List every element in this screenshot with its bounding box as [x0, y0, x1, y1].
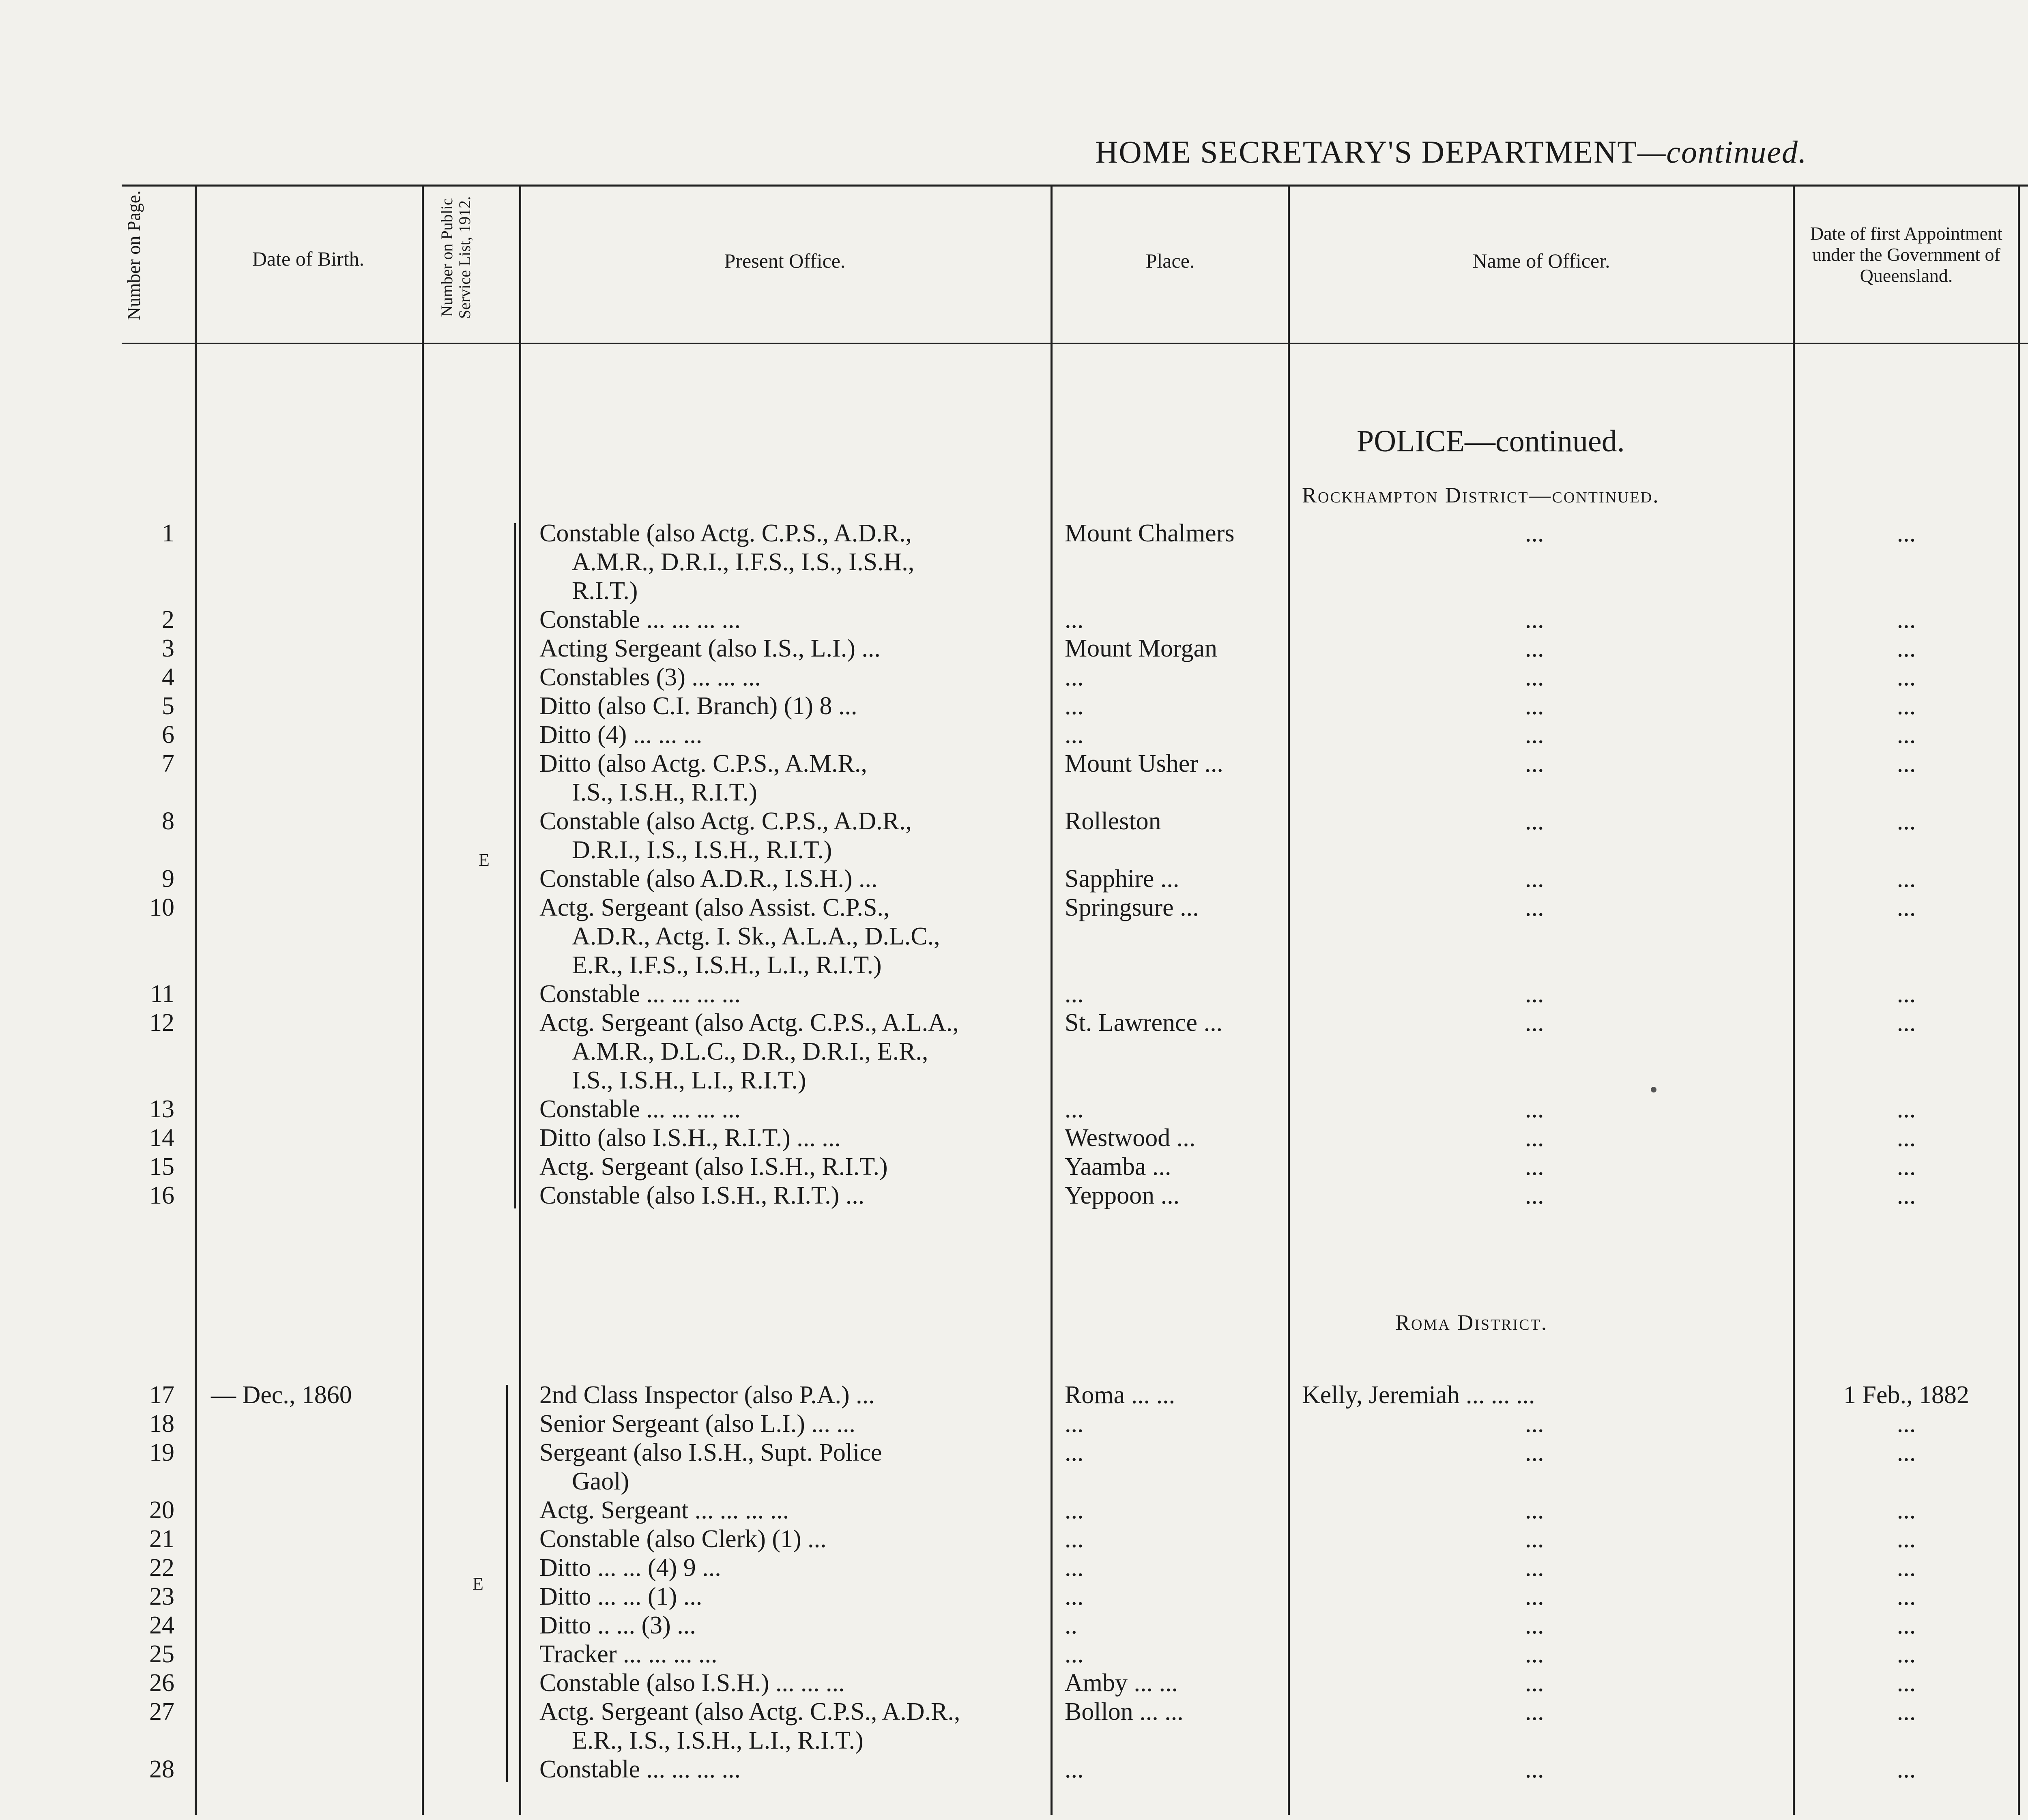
- table-row: [0, 1496, 2028, 1525]
- row-number: 4: [162, 663, 174, 691]
- place: ...: [1065, 1756, 1084, 1783]
- table-row: [0, 1525, 2028, 1554]
- place: Springsure ...: [1065, 894, 1199, 921]
- first-appointment-date: ...: [1897, 1669, 1916, 1697]
- row-number: 2: [162, 606, 174, 633]
- present-position-date: [2024, 1410, 2028, 1438]
- row-number: 9: [162, 865, 174, 893]
- table-row: [0, 749, 2028, 806]
- top-rule: [122, 185, 2028, 187]
- present-office: Ditto (also I.S.H., R.I.T.) ... ...: [539, 1124, 841, 1152]
- first-appointment-date: ...: [1897, 1439, 1916, 1466]
- first-appointment-date: ...: [1897, 980, 1916, 1008]
- present-position-date: [2024, 634, 2028, 663]
- table-row: [0, 1181, 2028, 1210]
- present-position-date: [2024, 1669, 2028, 1697]
- place: Westwood ...: [1065, 1124, 1196, 1152]
- first-appointment-date: ...: [1897, 1756, 1916, 1783]
- row-number: 12: [149, 1009, 174, 1037]
- first-appointment-date: ...: [1897, 1153, 1916, 1180]
- present-position-date: [2024, 692, 2028, 720]
- officer-name: ...: [1525, 1095, 1544, 1123]
- row-number: 20: [149, 1496, 174, 1524]
- row-number: 14: [149, 1124, 174, 1152]
- officer-name: ...: [1525, 1612, 1544, 1639]
- officer-name: Kelly, Jeremiah ... ... ...: [1302, 1381, 1535, 1409]
- present-office: Senior Sergeant (also L.I.) ... ...: [539, 1410, 855, 1438]
- row-number: 3: [162, 635, 174, 662]
- row-number: 17: [149, 1381, 174, 1409]
- officer-name: ...: [1525, 1439, 1544, 1466]
- present-office: Ditto (4) ... ... ...: [539, 721, 702, 749]
- brace-label-2: E: [473, 1574, 483, 1594]
- first-appointment-date: ...: [1897, 1009, 1916, 1037]
- table-row: [0, 1582, 2028, 1612]
- first-appointment-date: ...: [1897, 692, 1916, 720]
- first-appointment-date: ...: [1897, 606, 1916, 633]
- place: Yeppoon ...: [1065, 1182, 1180, 1209]
- header-name-of-officer: Name of Officer.: [1472, 249, 1610, 272]
- present-position-date: [2024, 721, 2028, 749]
- place: ...: [1065, 721, 1084, 749]
- first-appointment-date: ...: [1897, 1612, 1916, 1639]
- present-office: Constable ... ... ... ...: [539, 1756, 741, 1783]
- place: Roma ... ...: [1065, 1381, 1175, 1409]
- present-position-date: [2024, 1009, 2028, 1037]
- header-number-on-page: Number on Page.: [123, 190, 144, 320]
- header-present-position: [2022, 231, 2028, 273]
- present-position-date: [2024, 807, 2028, 835]
- first-appointment-date: ...: [1897, 1583, 1916, 1610]
- ink-speck: [1651, 1087, 1656, 1092]
- first-appointment-date: ...: [1897, 1640, 1916, 1668]
- present-office: Actg. Sergeant (also Assist. C.P.S.,: [539, 894, 890, 921]
- table-row: [0, 807, 2028, 864]
- row-number: 19: [149, 1439, 174, 1466]
- present-office-cont: D.R.I., I.S., I.S.H., R.I.T.): [572, 836, 832, 864]
- present-office-cont: R.I.T.): [572, 577, 638, 605]
- table-row: [0, 1611, 2028, 1640]
- officer-name: ...: [1525, 980, 1544, 1008]
- table-row: [0, 1095, 2028, 1124]
- section-title: POLICE—continued.: [1357, 424, 1625, 458]
- table-row: [0, 634, 2028, 663]
- present-office: Constable (also Actg. C.P.S., A.D.R.,: [539, 519, 912, 547]
- present-position-date: [2024, 1124, 2028, 1152]
- table-row: [0, 893, 2028, 979]
- header-place: Place.: [1145, 249, 1195, 272]
- header-public-service-number: [438, 191, 474, 324]
- row-number: 1: [162, 519, 174, 547]
- present-position-date: [2024, 1381, 2028, 1409]
- row-number: 28: [149, 1756, 174, 1783]
- present-position-date: [2024, 1554, 2028, 1582]
- place: ...: [1065, 1583, 1084, 1610]
- header-date-of-birth: Date of Birth.: [252, 247, 365, 270]
- present-position-date: [2024, 1095, 2028, 1123]
- table-row: [0, 1009, 2028, 1094]
- present-office: Constable ... ... ... ...: [539, 606, 741, 633]
- row-number: 23: [149, 1583, 174, 1610]
- row-number: 22: [149, 1554, 174, 1582]
- first-appointment-date: ...: [1897, 1095, 1916, 1123]
- row-number: 21: [149, 1525, 174, 1553]
- officer-name: ...: [1525, 663, 1544, 691]
- table-row: [0, 1640, 2028, 1669]
- brace-label-1: E: [479, 850, 490, 870]
- table-row: [0, 1124, 2028, 1153]
- present-office: Sergeant (also I.S.H., Supt. Police: [539, 1439, 882, 1466]
- place: Rolleston: [1065, 807, 1161, 835]
- officer-name: ...: [1525, 1640, 1544, 1668]
- first-appointment-date: ...: [1897, 865, 1916, 893]
- first-appointment-date: ...: [1897, 1554, 1916, 1582]
- officer-name: ...: [1525, 606, 1544, 633]
- present-office-cont: E.R., I.S., I.S.H., L.I., R.I.T.): [572, 1727, 864, 1754]
- present-position-date: [2024, 663, 2028, 691]
- present-position-date: [2024, 519, 2028, 547]
- present-office: Constable (also Clerk) (1) ...: [539, 1525, 827, 1553]
- first-appointment-date: 1 Feb., 1882: [1843, 1381, 1969, 1409]
- place: ...: [1065, 1525, 1084, 1553]
- place: ..: [1065, 1612, 1077, 1639]
- officer-name: ...: [1525, 750, 1544, 777]
- table-row: [0, 1669, 2028, 1698]
- present-office-cont: A.M.R., D.R.I., I.F.S., I.S., I.S.H.,: [572, 548, 915, 576]
- first-appointment-date: ...: [1897, 721, 1916, 749]
- present-office: Actg. Sergeant (also Actg. C.P.S., A.L.A.,: [539, 1009, 959, 1037]
- place: ...: [1065, 606, 1084, 633]
- date-of-birth: — Dec., 1860: [211, 1381, 352, 1409]
- table-row: [0, 1381, 2028, 1410]
- first-appointment-date: ...: [1897, 750, 1916, 777]
- running-head-continued: —continued.: [1637, 134, 1807, 170]
- row-number: 13: [149, 1095, 174, 1123]
- place: ...: [1065, 1554, 1084, 1582]
- officer-name: ...: [1525, 1756, 1544, 1783]
- table-row: [0, 865, 2028, 894]
- officer-name: ...: [1525, 1496, 1544, 1524]
- present-position-date: [2024, 893, 2028, 922]
- first-appointment-date: ...: [1897, 894, 1916, 921]
- table-row: [0, 519, 2028, 605]
- present-position-date: [2024, 1181, 2028, 1210]
- officer-name: ...: [1525, 1009, 1544, 1037]
- present-position-date: [2024, 1438, 2028, 1467]
- row-number: 5: [162, 692, 174, 720]
- present-office: Actg. Sergeant ... ... ... ...: [539, 1496, 789, 1524]
- place: Amby ... ...: [1065, 1669, 1178, 1697]
- first-appointment-date: ...: [1897, 663, 1916, 691]
- place: Yaamba ...: [1065, 1153, 1171, 1180]
- officer-name: ...: [1525, 807, 1544, 835]
- present-office-cont: A.M.R., D.L.C., D.R., D.R.I., E.R.,: [572, 1038, 928, 1065]
- place: ...: [1065, 1496, 1084, 1524]
- district-roma: Roma District.: [1395, 1310, 1548, 1335]
- officer-name: ...: [1525, 1124, 1544, 1152]
- officer-name: ...: [1525, 1669, 1544, 1697]
- present-office: Constable (also I.S.H., R.I.T.) ...: [539, 1182, 865, 1209]
- place: ...: [1065, 692, 1084, 720]
- present-office: Ditto (also C.I. Branch) (1) 8 ...: [539, 692, 857, 720]
- present-office-cont: A.D.R., Actg. I. Sk., A.L.A., D.L.C.,: [572, 923, 940, 950]
- present-position-date: [2024, 980, 2028, 1008]
- place: St. Lawrence ...: [1065, 1009, 1223, 1037]
- present-office: 2nd Class Inspector (also P.A.) ...: [539, 1381, 875, 1409]
- present-office: Actg. Sergeant (also Actg. C.P.S., A.D.R.,: [539, 1698, 960, 1726]
- present-office: Constable ... ... ... ...: [539, 980, 741, 1008]
- present-office: Ditto (also Actg. C.P.S., A.M.R.,: [539, 750, 867, 777]
- present-office: Constable ... ... ... ...: [539, 1095, 741, 1123]
- place: ...: [1065, 980, 1084, 1008]
- first-appointment-date: ...: [1897, 519, 1916, 547]
- officer-name: ...: [1525, 1153, 1544, 1180]
- officer-name: ...: [1525, 1554, 1544, 1582]
- present-office-cont: I.S., I.S.H., L.I., R.I.T.): [572, 1067, 806, 1094]
- district-rockhampton: Rockhampton District—continued.: [1302, 483, 1660, 507]
- table-row: [0, 1698, 2028, 1754]
- place: Sapphire ...: [1065, 865, 1179, 893]
- place: ...: [1065, 663, 1084, 691]
- place: Mount Morgan: [1065, 635, 1218, 662]
- present-position-date: [2024, 1525, 2028, 1553]
- officer-name: ...: [1525, 865, 1544, 893]
- present-position-date: [2024, 749, 2028, 778]
- first-appointment-date: ...: [1897, 1410, 1916, 1438]
- present-position-date: [2024, 1755, 2028, 1784]
- present-office: Actg. Sergeant (also I.S.H., R.I.T.): [539, 1153, 888, 1180]
- present-office: Constable (also A.D.R., I.S.H.) ...: [539, 865, 878, 893]
- present-position-date: [2024, 1611, 2028, 1640]
- present-position-date: [2024, 1496, 2028, 1524]
- present-position-date: [2024, 1698, 2028, 1726]
- present-office: Tracker ... ... ... ...: [539, 1640, 718, 1668]
- row-number: 7: [162, 750, 174, 777]
- present-office: Constables (3) ... ... ...: [539, 663, 761, 691]
- table-row: [0, 1554, 2028, 1583]
- officer-name: ...: [1525, 519, 1544, 547]
- officer-name: ...: [1525, 721, 1544, 749]
- present-office: Ditto .. ... (3) ...: [539, 1612, 696, 1639]
- present-office: Constable (also Actg. C.P.S., A.D.R.,: [539, 807, 912, 835]
- table-row: [0, 1153, 2028, 1182]
- first-appointment-date: ...: [1897, 635, 1916, 662]
- header-first-appointment: Date of first Appointment under the Government of Queensland.: [1810, 223, 2002, 286]
- present-office: Acting Sergeant (also I.S., L.I.) ...: [539, 635, 881, 662]
- present-office-cont: E.R., I.F.S., I.S.H., L.I., R.I.T.): [572, 951, 882, 979]
- row-number: 6: [162, 721, 174, 749]
- present-position-date: [2024, 1640, 2028, 1668]
- place: ...: [1065, 1410, 1084, 1438]
- row-number: 10: [149, 894, 174, 921]
- row-number: 26: [149, 1669, 174, 1697]
- officer-name: ...: [1525, 1583, 1544, 1610]
- place: Bollon ... ...: [1065, 1698, 1184, 1726]
- header-rule: [122, 343, 2028, 344]
- present-office: Ditto ... ... (1) ...: [539, 1583, 702, 1610]
- table-row: [0, 1410, 2028, 1439]
- row-number: 15: [149, 1153, 174, 1180]
- table-row: [0, 605, 2028, 635]
- officer-name: ...: [1525, 635, 1544, 662]
- present-position-date: [2024, 1582, 2028, 1611]
- present-position-date: [2024, 1153, 2028, 1181]
- place: ...: [1065, 1640, 1084, 1668]
- row-number: 18: [149, 1410, 174, 1438]
- header-present-office: Present Office.: [724, 249, 846, 272]
- present-office-cont: Gaol): [572, 1468, 629, 1495]
- row-number: 8: [162, 807, 174, 835]
- table-row: [0, 663, 2028, 692]
- header-public-service-text: Number on Public Service List, 1912.: [438, 196, 474, 319]
- table-row: [0, 1755, 2028, 1784]
- row-number: 11: [150, 980, 174, 1008]
- row-number: 24: [149, 1612, 174, 1639]
- table-row: [0, 1438, 2028, 1495]
- first-appointment-date: ...: [1897, 807, 1916, 835]
- present-office: Constable (also I.S.H.) ... ... ...: [539, 1669, 845, 1697]
- running-head: [1095, 134, 1807, 170]
- row-number: 27: [149, 1698, 174, 1726]
- running-head-title: HOME SECRETARY'S DEPARTMENT: [1095, 134, 1638, 170]
- officer-name: ...: [1525, 1698, 1544, 1726]
- row-number: 25: [149, 1640, 174, 1668]
- first-appointment-date: ...: [1897, 1124, 1916, 1152]
- officer-name: ...: [1525, 692, 1544, 720]
- first-appointment-date: ...: [1897, 1496, 1916, 1524]
- place: Mount Chalmers: [1065, 519, 1235, 547]
- place: Mount Usher ...: [1065, 750, 1223, 777]
- table-row: [0, 980, 2028, 1009]
- place: ...: [1065, 1095, 1084, 1123]
- present-office: Ditto ... ... (4) 9 ...: [539, 1554, 721, 1582]
- officer-name: ...: [1525, 1410, 1544, 1438]
- place: ...: [1065, 1439, 1084, 1466]
- first-appointment-date: ...: [1897, 1698, 1916, 1726]
- officer-name: ...: [1525, 1182, 1544, 1209]
- officer-name: ...: [1525, 1525, 1544, 1553]
- officer-name: ...: [1525, 894, 1544, 921]
- first-appointment-date: ...: [1897, 1182, 1916, 1209]
- present-position-date: [2024, 865, 2028, 893]
- row-number: 16: [149, 1182, 174, 1209]
- table-row: [0, 692, 2028, 721]
- first-appointment-date: ...: [1897, 1525, 1916, 1553]
- present-position-date: [2024, 605, 2028, 634]
- present-office-cont: I.S., I.S.H., R.I.T.): [572, 779, 757, 806]
- table-row: [0, 721, 2028, 750]
